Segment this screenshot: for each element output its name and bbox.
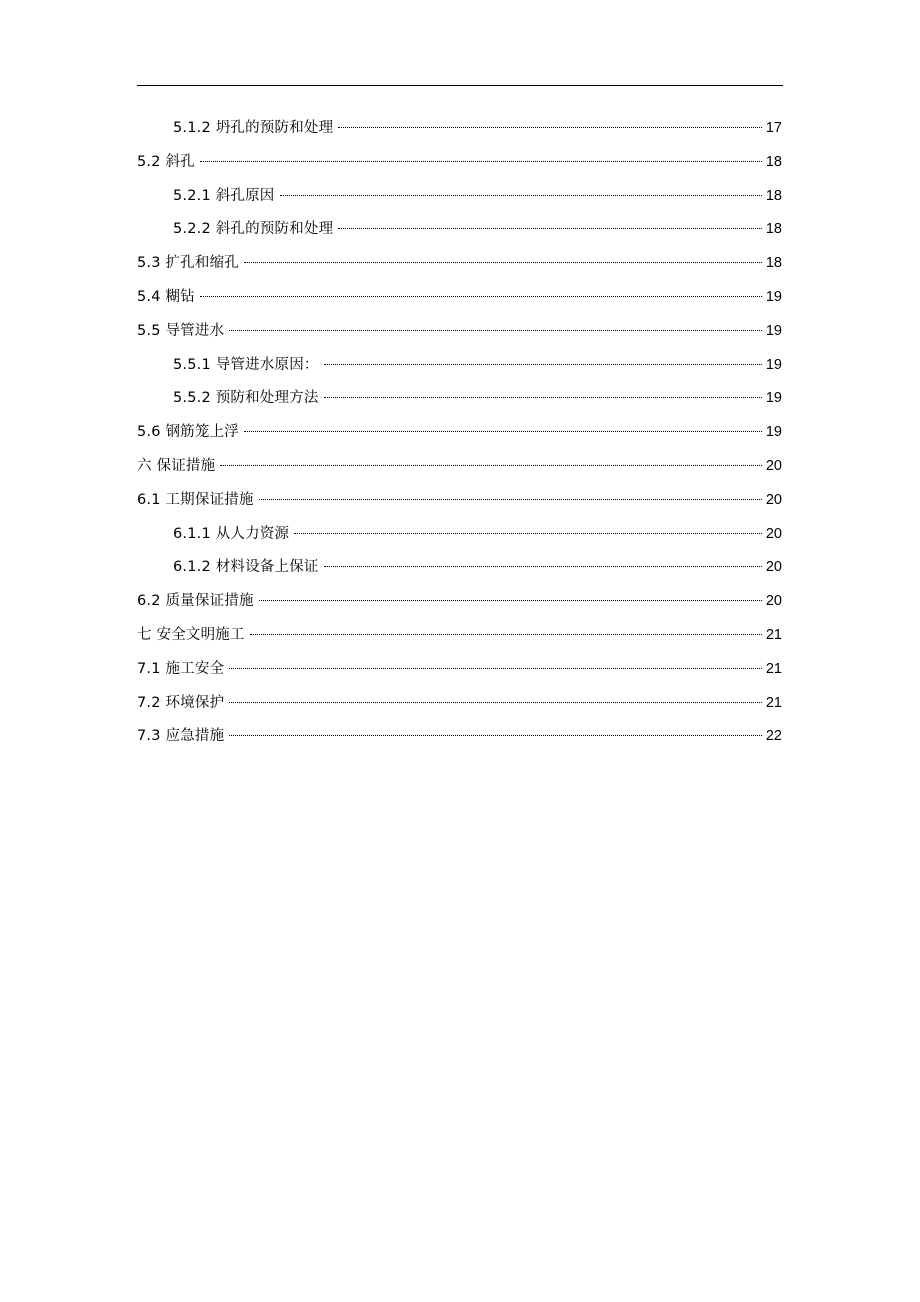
toc-entry[interactable] <box>137 624 782 658</box>
toc-dot-leader <box>324 364 762 365</box>
toc-page-number: 20 <box>765 593 782 610</box>
toc-entry[interactable] <box>137 455 782 489</box>
toc-dot-leader <box>338 228 762 229</box>
toc-dot-leader <box>229 330 762 331</box>
toc-entry[interactable] <box>137 692 782 726</box>
header-rule <box>137 85 783 86</box>
toc-entry-label: 5.2.2 斜孔的预防和处理 <box>173 221 334 238</box>
toc-entry[interactable] <box>137 286 782 320</box>
toc-dot-leader <box>220 465 762 466</box>
toc-dot-leader <box>294 533 762 534</box>
toc-page-number: 21 <box>765 660 782 677</box>
toc-page-number: 19 <box>765 288 782 305</box>
toc-page-number: 20 <box>765 559 782 576</box>
toc-entry[interactable] <box>137 590 782 624</box>
toc-page-number: 20 <box>765 525 782 542</box>
toc-dot-leader <box>229 668 762 669</box>
toc-entry-label: 6.1.2 材料设备上保证 <box>173 559 319 576</box>
toc-entry-label: 6.1.1 从人力资源 <box>173 525 290 542</box>
toc-entry-label: 5.1.2 坍孔的预防和处理 <box>173 120 334 136</box>
toc-entry-label: 7.2 环境保护 <box>137 694 225 711</box>
toc-page-number: 18 <box>765 153 782 170</box>
toc-dot-leader <box>200 161 762 162</box>
toc-entry[interactable] <box>137 151 782 185</box>
toc-dot-leader <box>229 735 762 736</box>
toc-entry-label: 5.5.2 预防和处理方法 <box>173 390 319 407</box>
toc-dot-leader <box>250 634 762 635</box>
toc-entry[interactable] <box>137 387 782 421</box>
toc-page-number: 19 <box>765 424 782 441</box>
toc-dot-leader <box>244 262 762 263</box>
toc-entry[interactable] <box>137 354 782 388</box>
toc-page-number: 21 <box>765 626 782 643</box>
toc-entry-label: 5.3 扩孔和缩孔 <box>137 255 239 272</box>
toc-entry[interactable] <box>137 523 782 557</box>
toc-page-number: 17 <box>765 120 782 136</box>
toc-page-number: 18 <box>765 255 782 272</box>
toc-entry-label: 5.2 斜孔 <box>137 153 195 170</box>
table-of-contents <box>137 117 782 759</box>
toc-dot-leader <box>259 499 762 500</box>
toc-dot-leader <box>229 702 762 703</box>
toc-entry-label: 7.1 施工安全 <box>137 660 225 677</box>
toc-entry-label: 5.5 导管进水 <box>137 322 225 339</box>
toc-page-number: 20 <box>765 491 782 508</box>
toc-entry[interactable] <box>137 556 782 590</box>
toc-entry-label: 6.1 工期保证措施 <box>137 491 254 508</box>
toc-page-number: 19 <box>765 322 782 339</box>
toc-entry[interactable] <box>137 218 782 252</box>
toc-page-number: 22 <box>765 728 782 745</box>
toc-entry-label: 5.6 钢筋笼上浮 <box>137 424 239 441</box>
toc-entry-label: 七 安全文明施工 <box>137 626 245 643</box>
toc-dot-leader <box>338 127 762 128</box>
toc-entry[interactable] <box>137 725 782 759</box>
toc-entry-label: 5.4 糊钻 <box>137 288 195 305</box>
toc-entry-label: 6.2 质量保证措施 <box>137 593 254 610</box>
toc-dot-leader <box>244 431 762 432</box>
toc-entry[interactable] <box>137 117 782 151</box>
toc-entry[interactable] <box>137 658 782 692</box>
toc-page-number: 19 <box>765 390 782 407</box>
toc-dot-leader <box>259 600 762 601</box>
toc-page-number: 21 <box>765 694 782 711</box>
toc-dot-leader <box>324 397 762 398</box>
toc-entry-label: 六 保证措施 <box>137 457 216 474</box>
toc-dot-leader <box>280 195 762 196</box>
toc-entry[interactable] <box>137 421 782 455</box>
toc-entry-label: 5.5.1 导管进水原因： <box>173 356 319 373</box>
toc-entry[interactable] <box>137 489 782 523</box>
toc-entry[interactable] <box>137 185 782 219</box>
toc-entry[interactable] <box>137 320 782 354</box>
toc-page-number: 20 <box>765 457 782 474</box>
toc-entry-label: 5.2.1 斜孔原因 <box>173 187 275 204</box>
toc-page-number: 19 <box>765 356 782 373</box>
toc-page-number: 18 <box>765 221 782 238</box>
toc-page-number: 18 <box>765 187 782 204</box>
toc-dot-leader <box>324 566 762 567</box>
toc-entry[interactable] <box>137 252 782 286</box>
toc-dot-leader <box>200 296 762 297</box>
toc-entry-label: 7.3 应急措施 <box>137 728 225 745</box>
